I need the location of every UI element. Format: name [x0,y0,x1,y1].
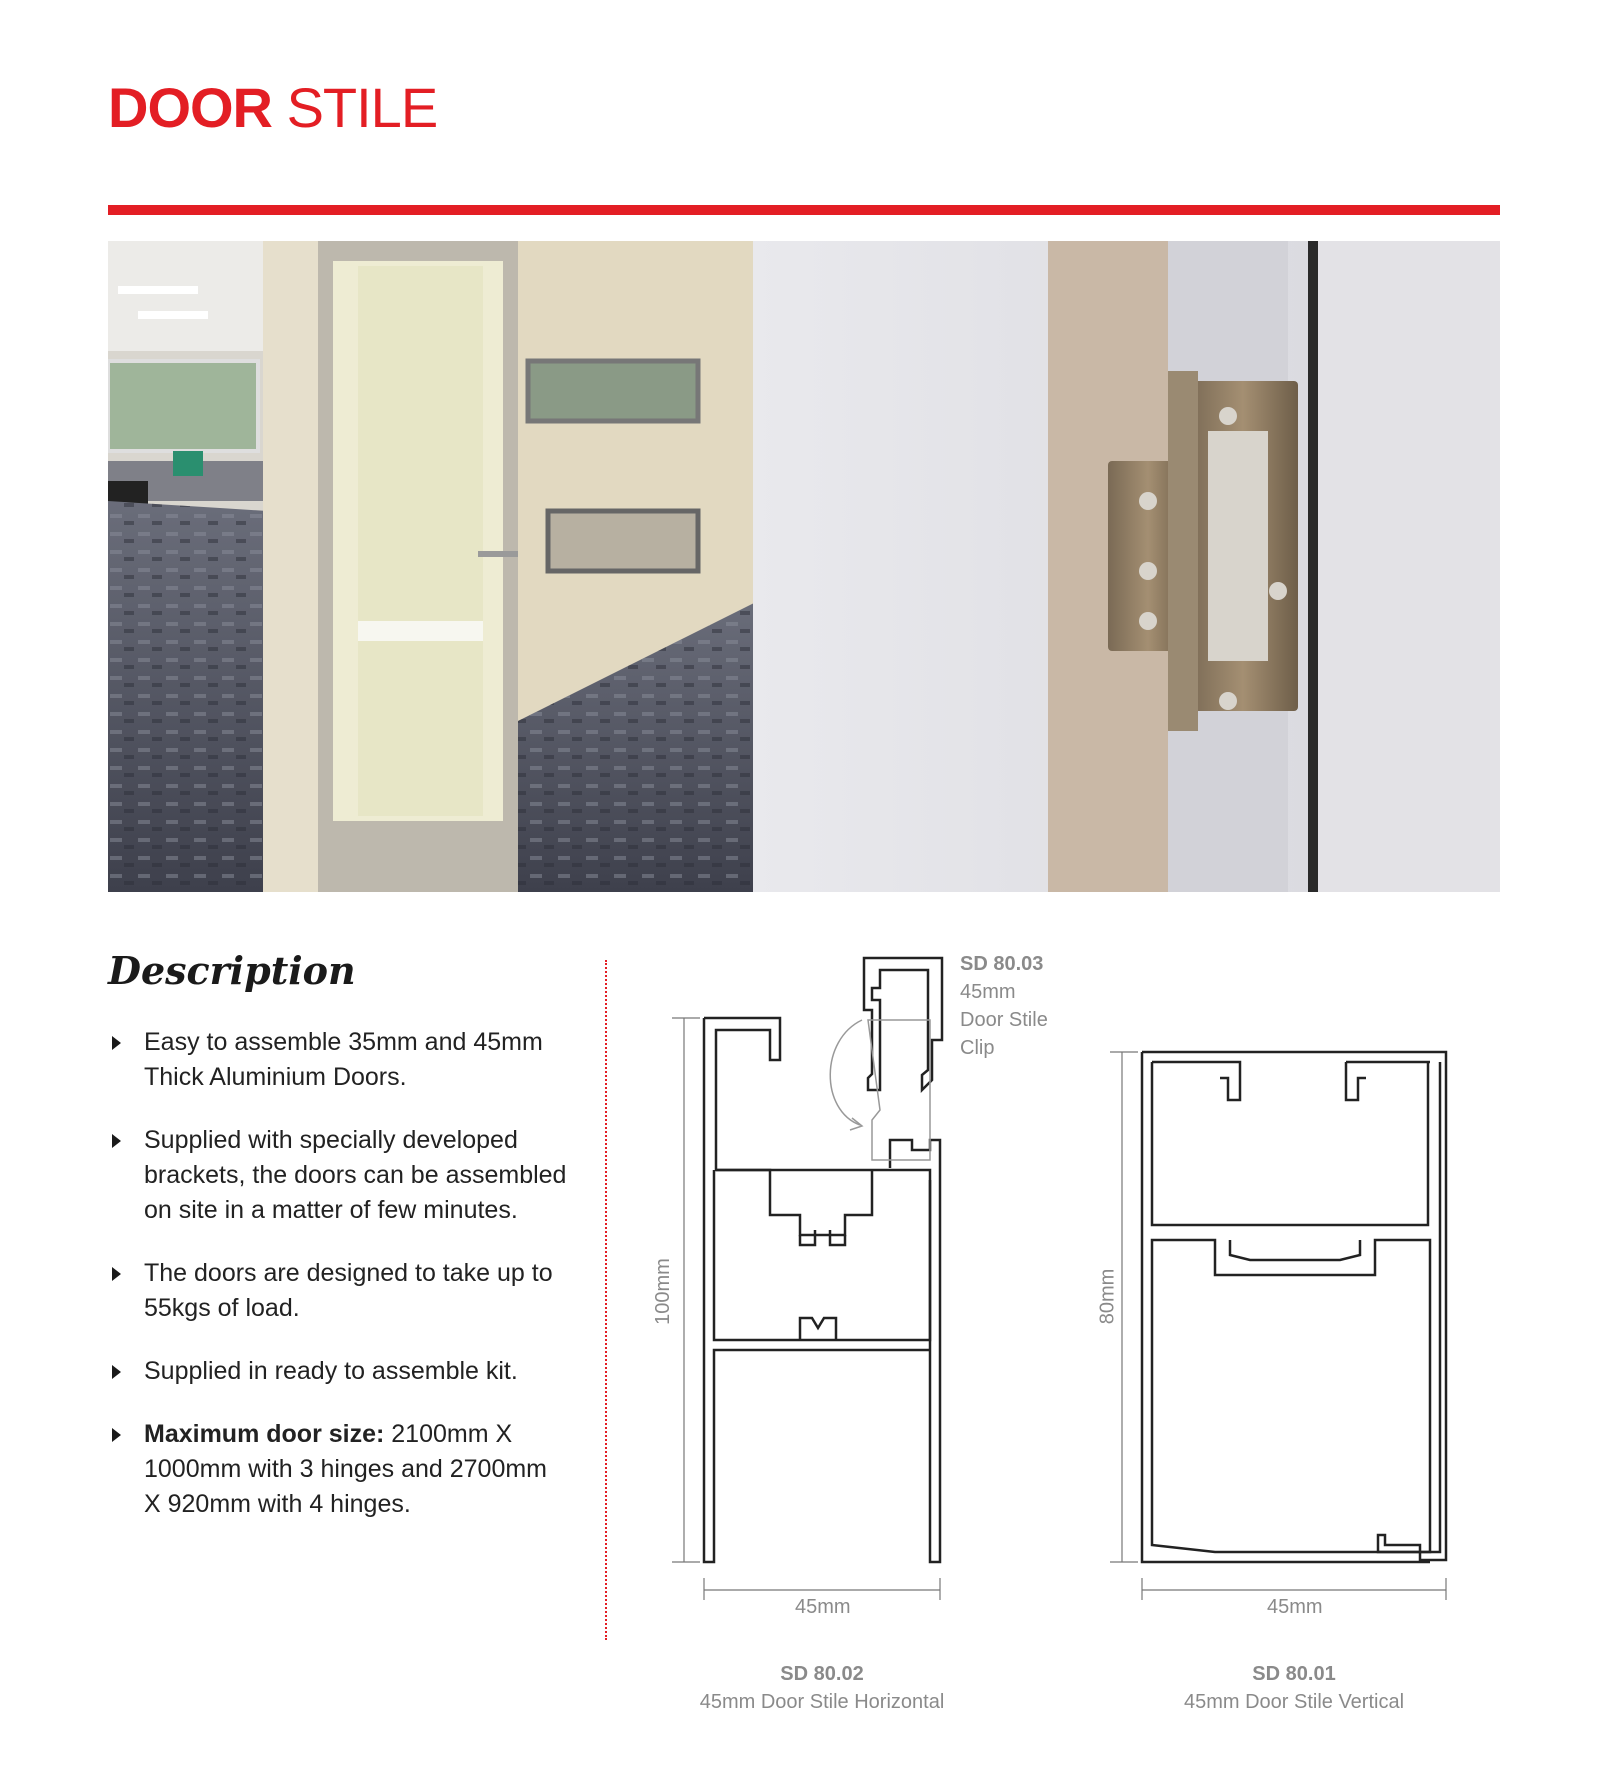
description-heading: Description [108,948,356,993]
list-item: Supplied with specially developed brackets, the doors can be assembled on site in a matter of few minutes. [108,1123,568,1228]
horizontal-stile-profile [704,958,942,1562]
title-light: STILE [286,76,438,139]
list-item: Supplied in ready to assemble kit. [108,1354,568,1389]
vertical-stile-caption: SD 80.01 45mm Door Stile Vertical [1183,1663,1405,1713]
title-bold: DOOR [108,76,272,139]
dimension-lines [672,1018,1446,1600]
dim-label-45mm-horizontal: 45mm [795,1596,851,1618]
clip-label: SD 80.03 45mm Door Stile Clip [960,950,1048,1062]
dim-label-45mm-vertical: 45mm [1267,1596,1323,1618]
vertical-stile-profile [1142,1052,1446,1562]
clip-code: SD 80.03 [960,953,1044,975]
list-item: Maximum door size: 2100mm X 1000mm with 3 hinges and 2700mm X 920mm with 4 hinges. [108,1417,568,1522]
list-item: Easy to assemble 35mm and 45mm Thick Aluminium Doors. [108,1025,568,1095]
horizontal-stile-caption: SD 80.02 45mm Door Stile Horizontal [699,1663,945,1713]
dim-label-100mm: 100mm [651,1258,674,1325]
list-item: The doors are designed to take up to 55kgs of load. [108,1256,568,1326]
dim-label-80mm: 80mm [1096,1268,1119,1325]
